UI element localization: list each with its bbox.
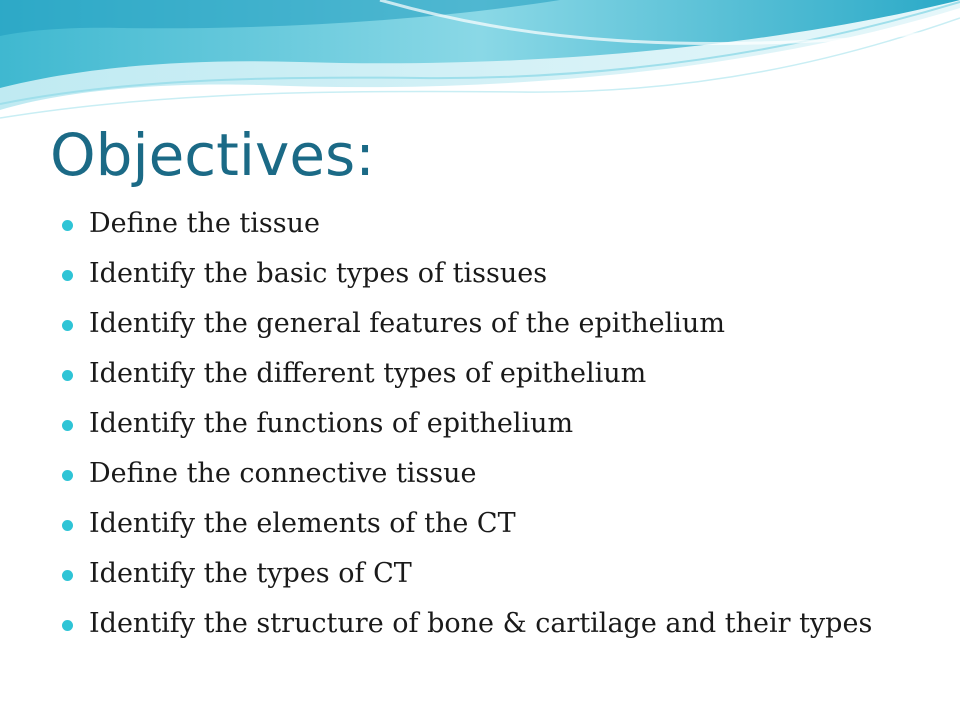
list-item-text: Identify the general features of the epithelium bbox=[89, 308, 725, 339]
bullet-dot-icon bbox=[62, 470, 73, 481]
list-item bbox=[62, 256, 932, 292]
list-item bbox=[62, 206, 932, 242]
bullet-dot-icon bbox=[62, 220, 73, 231]
list-item bbox=[62, 406, 932, 442]
bullet-dot-icon bbox=[62, 370, 73, 381]
list-item bbox=[62, 456, 932, 492]
list-item bbox=[62, 356, 932, 392]
list-item-text: Identify the basic types of tissues bbox=[89, 258, 548, 289]
list-item-text: Identify the different types of epithelium bbox=[89, 358, 647, 389]
objectives-list bbox=[62, 206, 932, 656]
list-item bbox=[62, 606, 932, 642]
list-item bbox=[62, 556, 932, 592]
slide-title: Objectives: bbox=[50, 121, 375, 189]
list-item-text: Identify the structure of bone & cartilage and their types bbox=[89, 608, 873, 639]
bullet-dot-icon bbox=[62, 570, 73, 581]
bullet-dot-icon bbox=[62, 520, 73, 531]
list-item bbox=[62, 506, 932, 542]
bullet-dot-icon bbox=[62, 420, 73, 431]
bullet-dot-icon bbox=[62, 270, 73, 281]
bullet-dot-icon bbox=[62, 320, 73, 331]
bullet-dot-icon bbox=[62, 620, 73, 631]
list-item-text: Identify the elements of the CT bbox=[89, 508, 516, 539]
list-item-text: Define the connective tissue bbox=[89, 458, 477, 489]
list-item-text: Identify the functions of epithelium bbox=[89, 408, 574, 439]
header-wave-decoration bbox=[0, 0, 960, 130]
list-item bbox=[62, 306, 932, 342]
list-item-text: Define the tissue bbox=[89, 208, 320, 239]
list-item-text: Identify the types of CT bbox=[89, 558, 412, 589]
